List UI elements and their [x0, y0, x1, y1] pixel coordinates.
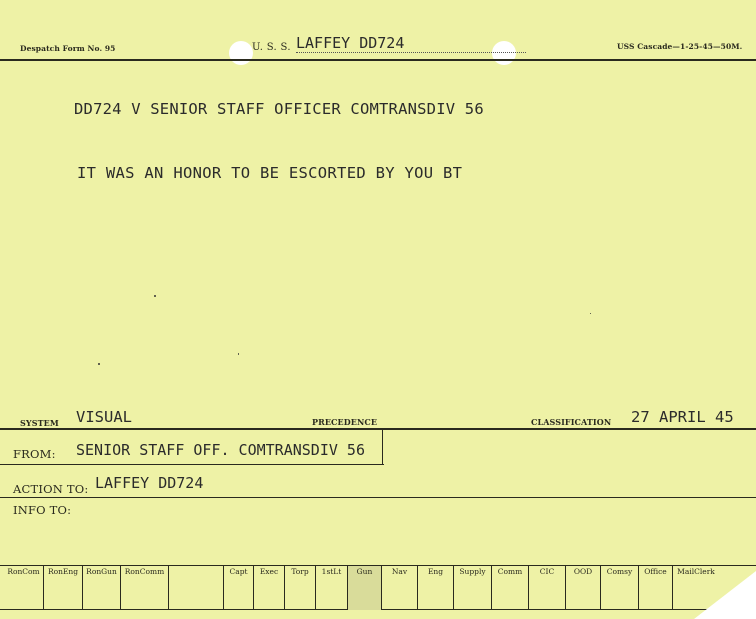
from-row-rule [0, 464, 384, 465]
routing-cell-eng [418, 566, 454, 610]
from-label: FROM: [13, 447, 56, 461]
routing-cell-torp [285, 566, 316, 610]
routing-cell-label: Comm [497, 567, 523, 576]
ship-prefix-label: U. S. S. [252, 42, 291, 53]
routing-cell-label: RonEng [47, 567, 79, 576]
message-body-line: IT WAS AN HONOR TO BE ESCORTED BY YOU BT [77, 164, 463, 182]
routing-cell-capt [224, 566, 254, 610]
action-row-rule [0, 497, 756, 498]
routing-cell-roneng [44, 566, 83, 610]
info-to-label: INFO TO: [13, 503, 72, 517]
routing-cell-label: MailClerk [677, 567, 715, 576]
from-box-right-edge [382, 430, 383, 465]
punch-hole-left [229, 41, 253, 65]
folded-corner [694, 571, 756, 619]
paper-speck [98, 363, 100, 365]
routing-cell-label: RonComm [124, 567, 165, 576]
routing-cell-label: OOD [573, 567, 593, 576]
routing-cell-label: Capt [229, 567, 248, 576]
classification-label: CLASSIFICATION [531, 417, 612, 427]
action-to-label: ACTION TO: [13, 482, 89, 496]
ship-name-dotted-line [296, 52, 526, 53]
punch-hole-right [492, 41, 516, 65]
routing-cell-roncomm [121, 566, 169, 610]
routing-cell-label: CIC [539, 567, 555, 576]
system-value: VISUAL [76, 408, 132, 426]
routing-cell-label: Office [644, 567, 667, 576]
routing-cell-supply [454, 566, 492, 610]
form-number-label: Despatch Form No. 95 [20, 44, 116, 53]
routing-cell-label: RonGun [86, 567, 117, 576]
paper-speck [238, 353, 239, 355]
routing-cell-gun [348, 566, 382, 610]
routing-cell-label: Gun [356, 567, 373, 576]
routing-cell-ood [566, 566, 601, 610]
routing-cell-1stlt [316, 566, 348, 610]
routing-cell-comm [492, 566, 529, 610]
routing-cell-label: Torp [291, 567, 309, 576]
routing-cell-label: 1stLt [321, 567, 342, 576]
printer-note: USS Cascade—1-25-45—50M. [617, 42, 743, 51]
routing-cell-rongun [83, 566, 121, 610]
header-rule [0, 59, 756, 61]
from-value: SENIOR STAFF OFF. COMTRANSDIV 56 [76, 441, 365, 459]
message-address-line: DD724 V SENIOR STAFF OFFICER COMTRANSDIV 56 [74, 100, 484, 118]
paper-speck [154, 295, 156, 297]
precedence-label: PRECEDENCE [312, 417, 378, 427]
routing-cell-label: Supply [459, 567, 486, 576]
routing-cell-comsy [601, 566, 639, 610]
routing-cell-blank [169, 566, 224, 610]
action-to-value: LAFFEY DD724 [95, 474, 204, 492]
routing-cell-cic [529, 566, 566, 610]
routing-cell-label: Exec [259, 567, 279, 576]
date-value: 27 APRIL 45 [631, 408, 734, 426]
routing-cell-nav [382, 566, 418, 610]
routing-cell-roncom [4, 566, 44, 610]
routing-cell-label: Nav [391, 567, 408, 576]
system-label: SYSTEM [20, 418, 59, 428]
routing-cell-label: RonCom [7, 567, 40, 576]
routing-cell-office [639, 566, 673, 610]
paper-speck [590, 313, 591, 314]
routing-cell-label: Comsy [606, 567, 633, 576]
routing-cell-label: Eng [427, 567, 444, 576]
ship-name: LAFFEY DD724 [296, 34, 405, 52]
system-row-rule [0, 428, 756, 430]
routing-cell-exec [254, 566, 285, 610]
